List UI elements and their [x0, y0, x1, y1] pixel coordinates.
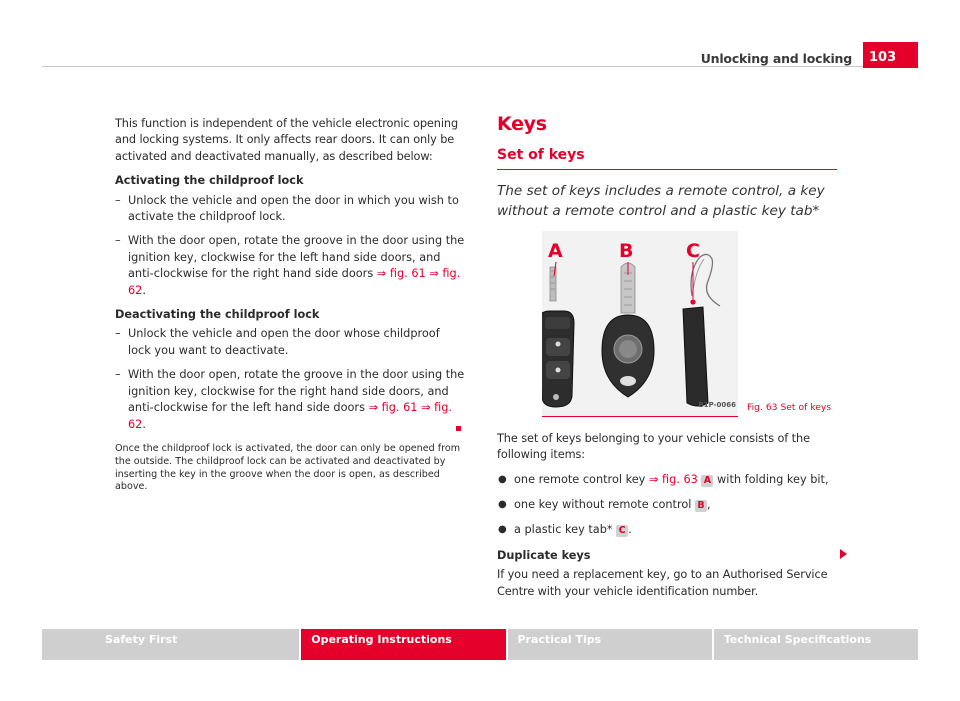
subsection-title: Set of keys: [497, 147, 837, 169]
activating-step: [115, 193, 465, 226]
item-text-end: with folding key bit,: [713, 472, 829, 486]
intro-paragraph: This function is independent of the vehicle electronic opening and locking systems. It only affects rear doors. It can only be activated and deactivated manually, as described below:: [115, 117, 459, 163]
dash-marker: –: [115, 368, 121, 382]
deactivating-heading: Deactivating the childproof lock: [115, 308, 320, 322]
bullet-marker: ●: [498, 473, 507, 485]
figure-label-c: C: [686, 239, 700, 262]
continue-arrow-icon: [840, 549, 847, 559]
item-text-end: .: [628, 523, 632, 537]
item-text: one key without remote control: [514, 498, 696, 512]
key-list-item: [497, 522, 837, 538]
figure-image: [542, 231, 738, 417]
activating-heading: Activating the childproof lock: [115, 174, 304, 188]
callout-tag-a: A: [701, 475, 713, 487]
tab-safety-first[interactable]: Safety First: [42, 629, 299, 660]
bullet-marker: ●: [498, 499, 507, 511]
step-text: Unlock the vehicle and open the door whose childproof lock you want to deactivate.: [128, 327, 440, 357]
figure-reference-link[interactable]: ⇒ fig. 62: [128, 267, 461, 297]
items-intro: The set of keys belonging to your vehicle consists of the following items:: [497, 431, 810, 462]
tab-operating-instructions[interactable]: Operating Instructions: [301, 629, 505, 660]
callout-tag-b: B: [695, 500, 707, 512]
running-header-title: Unlocking and locking: [700, 51, 852, 66]
left-column: [115, 116, 465, 494]
key-list-item: [497, 497, 837, 513]
dash-marker: –: [115, 327, 121, 341]
item-text: one remote control key: [514, 472, 649, 486]
header-rule-accent: [863, 66, 918, 68]
key-list-item: [497, 472, 837, 488]
header-rule: [42, 66, 863, 67]
bullet-marker: ●: [498, 524, 507, 536]
plastic-tab-c: [683, 254, 720, 406]
figure-caption: Fig. 63 Set of keys: [747, 402, 832, 414]
lead-text: The set of keys includes a remote control, a key without a remote control and a plastic key tab*: [497, 182, 825, 219]
footer-tabs: [42, 629, 918, 660]
section-title: Keys: [497, 113, 547, 135]
figure-label-b: B: [619, 239, 634, 262]
figure-label-a: A: [548, 239, 563, 262]
figure-reference-link[interactable]: ⇒ fig. 61: [368, 401, 418, 415]
activating-step: – With the door open, rotate the groove in the door using the ignition key, clockwise for the left hand side doors, and anti-clockwise for the right hand side doors ⇒ fig. 61 ⇒ fig. 62.: [115, 234, 465, 297]
figure-reference-link[interactable]: ⇒ fig. 61: [376, 267, 426, 281]
tab-practical-tips[interactable]: Practical Tips: [508, 629, 712, 660]
step-text: With the door open, rotate the groove in the door using the ignition key, clockwise for the right hand side doors, and anti-clockwise for the left hand side doors: [128, 368, 465, 415]
callout-tag-c: C: [616, 525, 628, 537]
duplicate-keys-heading: Duplicate keys: [497, 548, 591, 562]
remote-key-a: [542, 267, 574, 407]
plain-key-b: [602, 263, 654, 397]
figure-63: [497, 231, 837, 417]
step-text: With the door open, rotate the groove in the door using the ignition key, clockwise for the left hand side doors, and anti-clockwise for the right hand side doors: [128, 234, 465, 281]
right-column: [497, 113, 837, 608]
dash-marker: –: [115, 234, 121, 248]
item-text: a plastic key tab*: [514, 523, 617, 537]
item-text-end: ,: [707, 498, 711, 512]
tab-technical-specifications[interactable]: Technical Specifications: [714, 629, 918, 660]
page-number: 103: [863, 42, 918, 68]
figure-code: B1P-0066: [698, 401, 736, 410]
dash-marker: –: [115, 193, 121, 207]
keys-illustration: [542, 231, 738, 417]
figure-reference-link[interactable]: ⇒ fig. 62: [128, 401, 452, 431]
duplicate-keys-text: If you need a replacement key, go to an Authorised Service Centre with your vehicle identification number.: [497, 568, 828, 598]
childproof-note: Once the childproof lock is activated, the door can only be opened from the outside. The childproof lock can be activated and deactivated by inserting the key in the groove when the door is open, as described above.: [115, 442, 461, 493]
deactivating-step: [115, 326, 465, 359]
deactivating-step: – With the door open, rotate the groove in the door using the ignition key, clockwise for the right hand side doors, and anti-clockwise for the left hand side doors ⇒ fig. 61 ⇒ fig. 62.: [115, 368, 465, 431]
section-end-marker: [456, 426, 461, 431]
step-text: Unlock the vehicle and open the door in which you wish to activate the childproof lock.: [128, 193, 459, 224]
figure-reference-link[interactable]: ⇒ fig. 63: [648, 472, 698, 486]
